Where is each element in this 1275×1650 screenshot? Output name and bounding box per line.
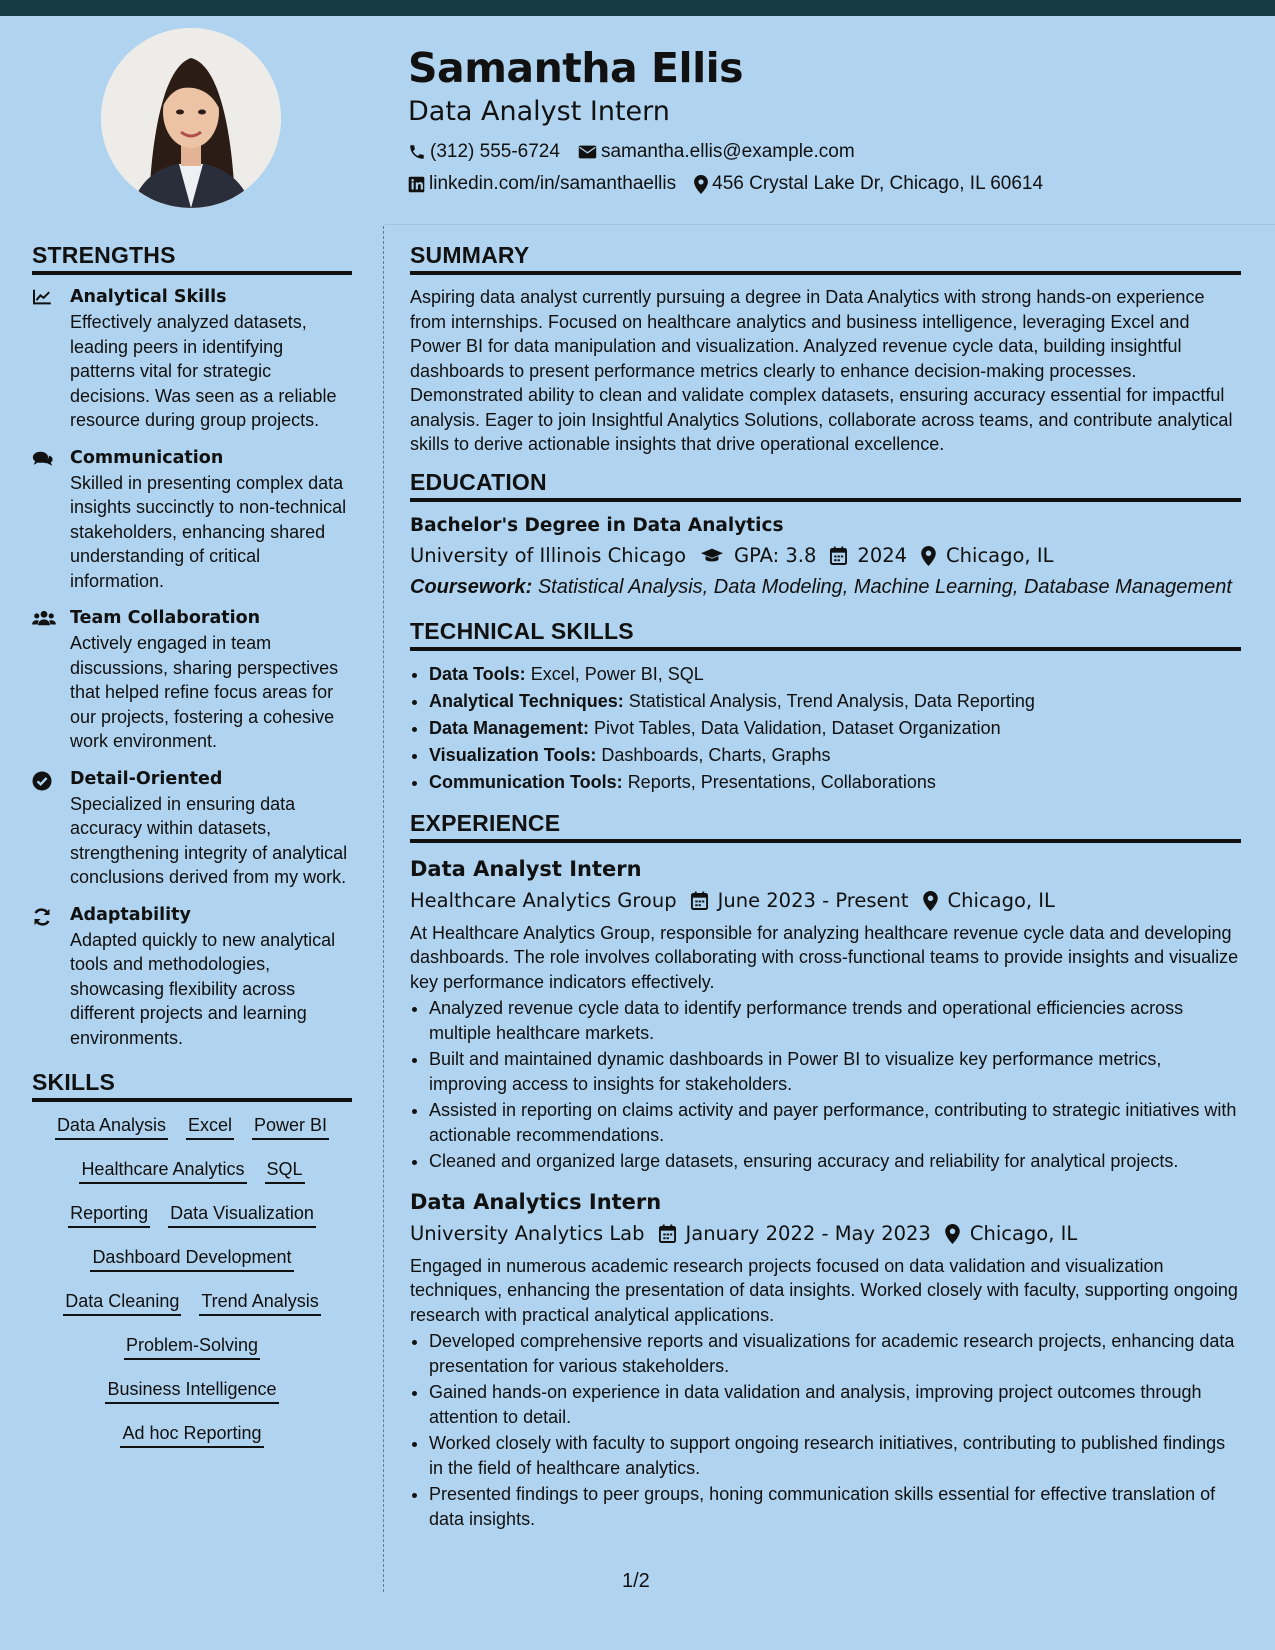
education-meta [410, 540, 1241, 572]
column-divider [383, 226, 384, 1592]
dates-item [659, 1218, 931, 1250]
comments-icon [32, 450, 54, 468]
contact-row-2 [408, 168, 1228, 200]
email-contact[interactable] [578, 136, 855, 168]
linkedin-contact[interactable] [408, 168, 676, 200]
skill-chip: Excel [186, 1112, 234, 1140]
summary-heading: SUMMARY [410, 240, 1241, 275]
skill-value: Reports, Presentations, Collaborations [627, 771, 936, 792]
skills-list [32, 1112, 352, 1448]
skill-label: Communication Tools: [429, 771, 623, 792]
skill-label: Data Management: [429, 717, 590, 738]
email-text[interactable]: samantha.ellis@example.com [600, 141, 855, 162]
strength-item [32, 903, 352, 1051]
list-item: • Developed comprehensive reports and visualizations for academic research projects, enhancing data presentation for various stakeholders. [429, 1329, 1241, 1378]
list-item: • Analyzed revenue cycle data to identify performance trends and operational efficiencies across multiple healthcare markets. [429, 996, 1241, 1045]
job-entry [410, 853, 1241, 1174]
resume-header [408, 42, 1228, 200]
line-chart-icon [32, 289, 52, 305]
candidate-role: Data Analyst Intern [408, 96, 670, 127]
strength-desc: Adapted quickly to new analytical tools and methodologies, showcasing flexibility across different projects and learning environments. [70, 929, 336, 1048]
job-title: Data Analytics Intern [410, 1189, 662, 1214]
degree-title: Bachelor's Degree in Data Analytics [410, 514, 784, 536]
map-pin-icon [945, 1224, 960, 1244]
skill-chip: Data Visualization [168, 1200, 316, 1228]
strength-title: Detail-Oriented [70, 768, 223, 789]
skill-chip: Reporting [68, 1200, 150, 1228]
year-text: 2024 [857, 543, 908, 567]
calendar-icon [830, 546, 847, 565]
strength-desc: Specialized in ensuring data accuracy within datasets, strengthening integrity of analytical conclusions derived from my work. [70, 793, 348, 887]
experience-heading: EXPERIENCE [410, 808, 1241, 843]
skill-chip: Ad hoc Reporting [120, 1420, 263, 1448]
address-contact [694, 168, 1043, 200]
location-text: Chicago, IL [969, 1221, 1078, 1245]
strength-item [32, 767, 352, 890]
company-name: Healthcare Analytics Group [410, 888, 677, 912]
dates-item [691, 885, 909, 917]
calendar-icon [691, 891, 708, 910]
technical-skills-list [410, 661, 1241, 796]
location-text: Chicago, IL [946, 543, 1054, 567]
skill-chip: SQL [265, 1156, 305, 1184]
location-item [923, 885, 1055, 917]
gpa-item [700, 540, 816, 572]
phone-text: (312) 555-6724 [430, 141, 560, 162]
skill-value: Pivot Tables, Data Validation, Dataset Organization [594, 717, 1001, 738]
sync-icon [32, 907, 52, 927]
skill-chip: Dashboard Development [90, 1244, 293, 1272]
skills-heading: SKILLS [32, 1067, 352, 1102]
strength-title: Adaptability [70, 904, 191, 925]
linkedin-text[interactable]: linkedin.com/in/samanthaellis [429, 173, 677, 194]
job-bullets [410, 1329, 1241, 1531]
list-item [429, 715, 1241, 742]
year-item [830, 540, 907, 572]
skill-chip: Data Cleaning [63, 1288, 181, 1316]
coursework-label: Coursework: [410, 575, 533, 598]
check-circle-icon [32, 771, 52, 791]
skill-label: Visualization Tools: [429, 744, 597, 765]
location-item [945, 1218, 1077, 1250]
strength-item [32, 606, 352, 754]
left-column [32, 240, 352, 1464]
gpa-text: GPA: 3.8 [734, 543, 817, 567]
list-item: • Cleaned and organized large datasets, ensuring accuracy and reliability for analytical projects. [429, 1149, 1241, 1174]
skill-label: Analytical Techniques: [429, 690, 624, 711]
school-name: University of Illinois Chicago [410, 543, 686, 567]
profile-photo [101, 28, 281, 208]
strength-title: Communication [70, 447, 224, 468]
list-item [429, 742, 1241, 769]
skill-chip: Problem-Solving [124, 1332, 260, 1360]
strengths-heading: STRENGTHS [32, 240, 352, 275]
map-pin-icon [923, 891, 938, 911]
job-entry [410, 1186, 1241, 1532]
technical-skills-heading: TECHNICAL SKILLS [410, 616, 1241, 651]
location-text: Chicago, IL [947, 888, 1055, 912]
job-meta [410, 885, 1241, 917]
skill-value: Excel, Power BI, SQL [530, 663, 704, 684]
list-item: • Gained hands-on experience in data validation and analysis, improving project outcomes through attention to detail. [429, 1380, 1241, 1429]
strength-item [32, 446, 352, 594]
company-name: University Analytics Lab [410, 1221, 645, 1245]
skill-chip: Business Intelligence [105, 1376, 278, 1404]
map-pin-icon [694, 175, 708, 194]
map-pin-icon [921, 546, 936, 566]
strength-desc: Actively engaged in team discussions, sharing perspectives that helped refine focus areas for our projects, fostering a cohesive work environment. [70, 633, 339, 751]
coursework-list: Statistical Analysis, Data Modeling, Machine Learning, Database Management [537, 575, 1232, 598]
list-item: • Built and maintained dynamic dashboards in Power BI to visualize key performance metrics, improving access to insights for stakeholders. [429, 1047, 1241, 1096]
header-divider [385, 224, 1275, 225]
skill-value: Dashboards, Charts, Graphs [601, 744, 831, 765]
education-heading: EDUCATION [410, 467, 1241, 502]
right-column [410, 240, 1241, 1543]
strength-title: Team Collaboration [70, 608, 261, 628]
page-number: 1/2 [622, 1570, 650, 1592]
list-item [429, 661, 1241, 688]
phone-contact [408, 136, 560, 168]
list-item: • Assisted in reporting on claims activity and payer performance, contributing to strategic initiatives with actionable recommendations. [429, 1098, 1241, 1147]
job-description: At Healthcare Analytics Group, responsible for analyzing healthcare revenue cycle data and developing dashboards. The role involves collaborating with cross-functional teams to provide insights and visualize key performance indicators effectively. [410, 922, 1239, 992]
graduation-cap-icon [700, 547, 724, 565]
strength-title: Analytical Skills [70, 287, 227, 307]
contact-row-1 [408, 136, 1228, 168]
envelope-icon [578, 144, 597, 160]
job-title: Data Analyst Intern [410, 856, 642, 881]
skill-value: Statistical Analysis, Trend Analysis, Data Reporting [628, 690, 1035, 711]
candidate-name: Samantha Ellis [408, 44, 744, 92]
address-text: 456 Crystal Lake Dr, Chicago, IL 60614 [712, 173, 1044, 194]
list-item [429, 769, 1241, 796]
list-item: • Presented findings to peer groups, honing communication skills essential for effective translation of data insights. [429, 1482, 1241, 1531]
location-item [921, 540, 1053, 572]
coursework [410, 572, 1241, 602]
list-item [429, 688, 1241, 715]
skill-chip: Trend Analysis [199, 1288, 320, 1316]
strength-desc: Skilled in presenting complex data insights succinctly to non-technical stakeholders, enhancing shared understanding of critical information. [70, 472, 347, 591]
phone-icon [408, 143, 426, 161]
job-bullets [410, 996, 1241, 1174]
skill-chip: Data Analysis [55, 1112, 168, 1140]
linkedin-icon [408, 176, 425, 193]
list-item: • Worked closely with faculty to support ongoing research initiatives, contributing to published findings in the field of healthcare analytics. [429, 1431, 1241, 1480]
calendar-icon [659, 1224, 676, 1243]
skill-chip: Healthcare Analytics [79, 1156, 246, 1184]
top-accent-bar [0, 0, 1275, 16]
strength-item [32, 285, 352, 433]
dates-text: June 2023 - Present [717, 888, 909, 912]
job-description: Engaged in numerous academic research projects focused on data validation and visualization techniques, enhancing the presentation of data insights. Worked closely with faculty, supporting ongoing research with practical analytical applications. [410, 1255, 1238, 1325]
skill-chip: Power BI [252, 1112, 329, 1140]
dates-text: January 2022 - May 2023 [685, 1221, 931, 1245]
strength-desc: Effectively analyzed datasets, leading peers in identifying patterns vital for strategic decisions. Was seen as a reliable resource during group projects. [70, 312, 337, 430]
summary-text: Aspiring data analyst currently pursuing a degree in Data Analytics with strong hands-on experience from internships. Focused on healthcare analytics and business intelligence, leveraging Excel and Power BI for data manipulation and visualization. Analyzed revenue cycle data, building insightful dashboards to present performance metrics clearly to enhance decision-making processes. Demonstrated ability to clean and validate complex datasets, ensuring accuracy essential for impactful analysis. Eager to join Insightful Analytics Solutions, collaborate across teams, and contribute analytical skills to derive actionable insights that drive operational excellence. [410, 287, 1233, 454]
users-icon [32, 610, 56, 627]
skill-label: Data Tools: [429, 663, 526, 684]
job-meta [410, 1218, 1241, 1250]
